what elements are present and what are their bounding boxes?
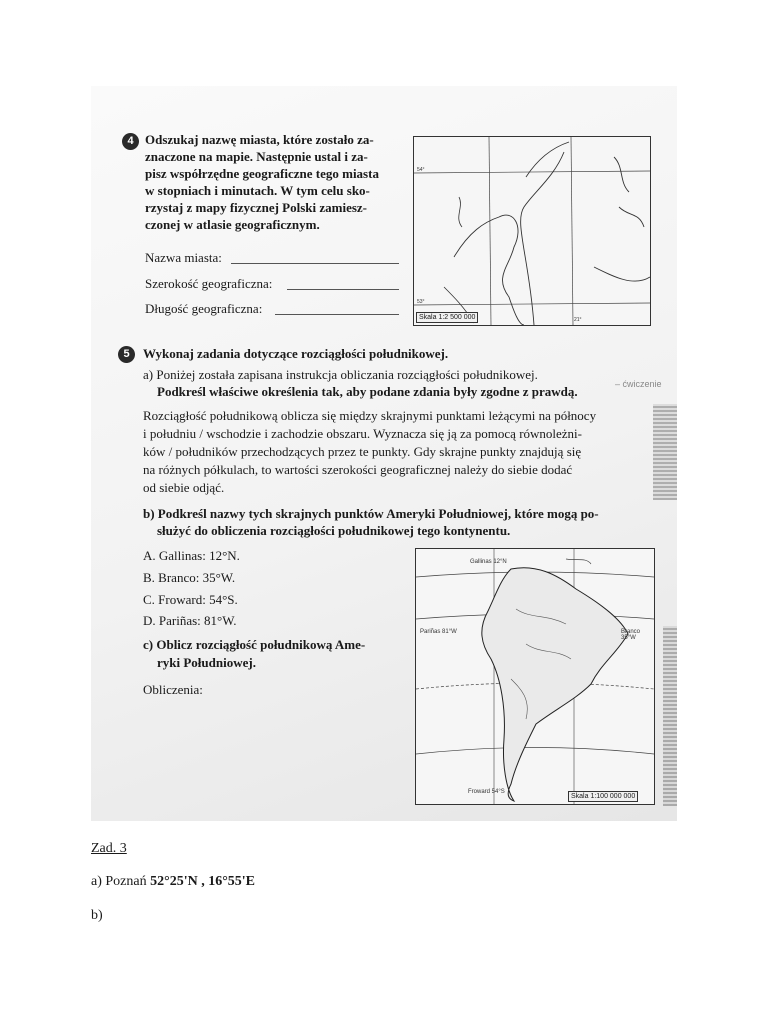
ex4-line-4: w stopniach i minutach. W tym celu sko- — [145, 183, 370, 198]
ex4-line-1: Odszukaj nazwę miasta, które zostało za- — [145, 132, 374, 147]
ex5-para-line-5: od siebie odjąć. — [143, 480, 225, 495]
longitude-label: Długość geograficzna: — [145, 301, 263, 316]
ex5-b-line-1: b) Podkreśl nazwy tych skrajnych punktów Ameryki Południowej, które mogą po- — [143, 506, 599, 521]
option-c[interactable]: C. Froward: 54°S. — [143, 592, 238, 607]
ex5-title: Wykonaj zadania dotyczące rozciągłości południkowej. — [143, 346, 449, 361]
latitude-label: Szerokość geograficzna: — [145, 276, 273, 291]
ex4-line-6: czonej w atlasie geograficznym. — [145, 217, 320, 232]
answer-heading: Zad. 3 — [91, 841, 127, 856]
city-name-line[interactable] — [231, 263, 399, 264]
option-d[interactable]: D. Pariñas: 81°W. — [143, 613, 237, 628]
scan-noise-2 — [663, 626, 677, 806]
ex5-para-line-1: Rozciągłość południkową oblicza się między skrajnymi punktami leżącymi na północy — [143, 408, 597, 423]
ex5-para-line-2: i południu / wschodzie i zachodzie obszaru. Wyznacza się ją za pomocą równoleżni- — [143, 426, 582, 441]
ex5-a-line-2: Podkreśl właściwe określenia tak, aby podane zdania były zgodne z prawdą. — [157, 384, 578, 399]
sa-map-scale-label: Skala 1:100 000 000 — [568, 791, 638, 802]
city-name-label: Nazwa miasta: — [145, 250, 222, 265]
ex5-para-line-4: na różnych półkulach, to wartości szerokości geograficznej należy do siebie dodać — [143, 462, 573, 477]
answer-b: b) — [91, 908, 103, 923]
map-lat-54-label: 54° — [417, 167, 425, 173]
ex5-c-line-1: c) Oblicz rozciągłość południkową Ame- — [143, 637, 366, 652]
answer-a-prefix: a) Poznań — [91, 874, 151, 889]
ex4-line-3: pisz współrzędne geograficzne tego miasta — [145, 166, 379, 181]
calculations-label: Obliczenia: — [143, 682, 203, 697]
map-label-gallinas: Gallinas 12°N — [470, 559, 507, 565]
answer-a-coords: 52°25'N , 16°55'E — [150, 874, 256, 889]
option-b[interactable]: B. Branco: 35°W. — [143, 570, 236, 585]
latitude-line[interactable] — [287, 289, 399, 290]
map-scale-label: Skala 1:2 500 000 — [416, 312, 478, 323]
ex5-c-line-2: ryki Południowej. — [157, 655, 256, 670]
map-lat-53-label: 53° — [417, 299, 425, 305]
ex4-line-5: rzystaj z mapy fizycznej Polski zamiesz- — [145, 200, 368, 215]
worksheet-photo — [91, 86, 677, 821]
ex5-a-line-1: a) Poniżej została zapisana instrukcja obliczania rozciągłości południkowej. — [143, 367, 538, 382]
scan-noise — [653, 404, 677, 500]
margin-note: – ćwiczenie — [615, 379, 662, 389]
longitude-line[interactable] — [275, 314, 399, 315]
exercise-5-number: 5 — [118, 346, 135, 363]
map-lon-21-label: 21° — [574, 317, 582, 323]
south-america-map-drawing — [416, 549, 654, 804]
ex4-line-2: znaczone na mapie. Następnie ustal i za- — [145, 149, 368, 164]
exercise-4-number: 4 — [122, 133, 139, 150]
ex5-para-line-3: ków / południków przechodzących przez te punkty. Gdy skrajne punkty znajdują się — [143, 444, 582, 459]
poland-map-drawing — [414, 137, 650, 325]
ex5-b-line-2: służyć do obliczenia rozciągłości południkowej tego kontynentu. — [157, 523, 511, 538]
south-america-map — [415, 548, 655, 805]
option-a[interactable]: A. Gallinas: 12°N. — [143, 548, 240, 563]
map-label-parinas: Pariñas 81°W — [420, 629, 457, 635]
map-label-branco: Branco 35°W — [621, 629, 641, 641]
answer-a — [91, 873, 255, 890]
poland-map — [413, 136, 651, 326]
map-label-froward: Froward 54°S — [468, 789, 505, 795]
